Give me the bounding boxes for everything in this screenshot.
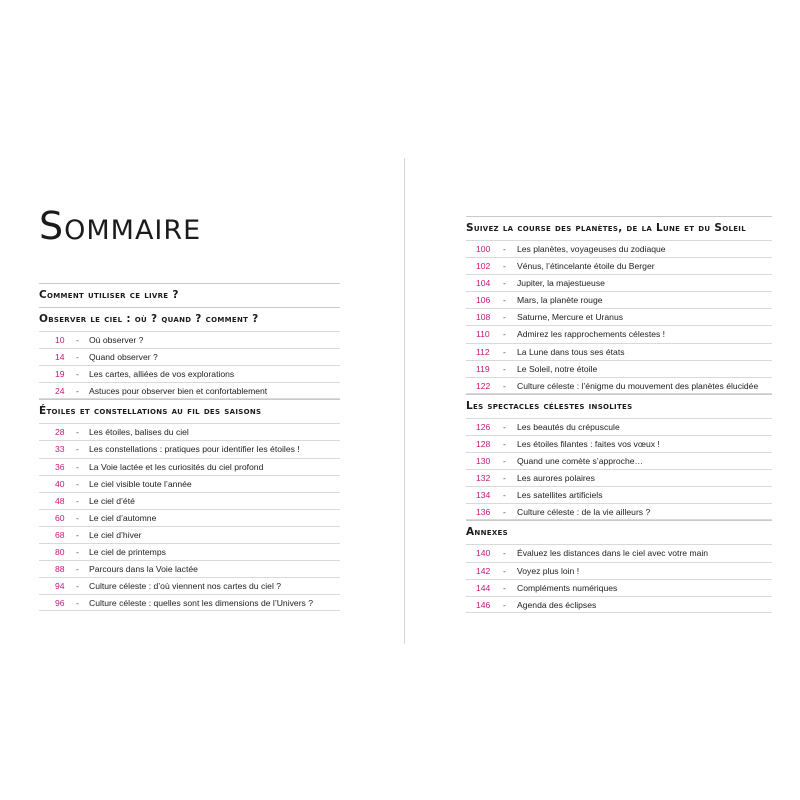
toc-separator: - (503, 363, 506, 374)
toc-entry (466, 343, 772, 360)
toc-entry-label: Agenda des éclipses (517, 599, 597, 610)
toc-entry-label: Jupiter, la majestueuse (517, 278, 605, 289)
toc-separator: - (503, 456, 506, 467)
toc-page-number: 136 (476, 507, 491, 518)
toc-entry-label: Le Soleil, notre étoile (517, 363, 598, 374)
toc-separator: - (503, 346, 506, 357)
section-heading: Comment utiliser ce livre ? (39, 283, 340, 307)
toc-entry (39, 560, 340, 577)
toc-entry-label: Astuces pour observer bien et confortablement (89, 386, 268, 397)
toc-entry-label: Quand observer ? (89, 352, 158, 363)
toc-page-number: 126 (476, 421, 491, 432)
toc-entry (466, 486, 772, 503)
toc-entry (466, 291, 772, 308)
page-title: Sommaire (39, 204, 202, 248)
toc-page-number: 96 (55, 598, 65, 609)
toc-entry-label: Les cartes, alliées de vos explorations (89, 369, 235, 380)
toc-page-number: 68 (55, 529, 65, 540)
toc-separator: - (503, 261, 506, 272)
toc-entry (39, 594, 340, 611)
right-column (466, 216, 772, 613)
toc-entry-label: Les planètes, voyageuses du zodiaque (517, 244, 666, 254)
toc-entry-label: La Lune dans tous ses états (517, 346, 625, 357)
toc-separator: - (76, 495, 79, 506)
section-heading: Suivez la course des planètes, de la Lune et du Soleil (466, 216, 772, 240)
toc-page-number: 146 (476, 599, 491, 610)
toc-entry (39, 543, 340, 560)
toc-separator: - (503, 599, 506, 610)
toc-page-number: 142 (476, 565, 491, 576)
toc-entry-label: Les constellations : pratiques pour identifier les étoiles ! (89, 444, 300, 455)
toc-separator: - (503, 507, 506, 518)
toc-separator: - (76, 369, 79, 380)
left-column (39, 283, 340, 611)
toc-entry-label: La Voie lactée et les curiosités du ciel profond (89, 461, 264, 472)
toc-page-number: 122 (476, 380, 491, 391)
toc-separator: - (76, 564, 79, 575)
toc-page-number: 104 (476, 278, 491, 289)
toc-page-number: 14 (55, 352, 65, 363)
toc-entry-label: Les aurores polaires (517, 473, 595, 484)
toc-page-number: 88 (55, 564, 65, 575)
toc-entry-list (39, 423, 340, 611)
toc-entry (466, 435, 772, 452)
toc-separator: - (503, 244, 506, 254)
toc-page-number: 24 (55, 386, 65, 397)
toc-entry-label: Les étoiles filantes : faites vos vœux ! (517, 438, 660, 449)
toc-separator: - (503, 278, 506, 289)
toc-page-number: 10 (55, 335, 65, 345)
toc-separator: - (503, 582, 506, 593)
toc-separator: - (503, 438, 506, 449)
toc-entry-label: Les satellites artificiels (517, 490, 603, 501)
toc-entry-label: Admirez les rapprochements célestes ! (517, 329, 666, 340)
toc-entry-label: Culture céleste : de la vie ailleurs ? (517, 507, 651, 518)
toc-page-number: 132 (476, 473, 491, 484)
toc-entry-list (466, 240, 772, 394)
toc-page-number: 80 (55, 547, 65, 558)
toc-entry (39, 423, 340, 440)
toc-entry (466, 240, 772, 257)
toc-entry-label: Le ciel de printemps (89, 547, 166, 558)
toc-entry-label: Mars, la planète rouge (517, 295, 603, 306)
toc-entry-label: Où observer ? (89, 335, 144, 345)
toc-entry-label: Vénus, l’étincelante étoile du Berger (517, 261, 655, 272)
toc-entry (466, 257, 772, 274)
toc-separator: - (76, 335, 79, 345)
toc-page-number: 130 (476, 456, 491, 467)
toc-separator: - (503, 421, 506, 432)
toc-entry (466, 360, 772, 377)
toc-entry-label: Compléments numériques (517, 582, 618, 593)
toc-entry (39, 348, 340, 365)
toc-page-number: 112 (476, 346, 490, 357)
section-heading: Observer le ciel : où ? quand ? comment ? (39, 307, 340, 331)
toc-entry-label: Les étoiles, balises du ciel (89, 427, 189, 438)
toc-separator: - (503, 380, 506, 391)
toc-separator: - (76, 581, 79, 592)
toc-entry (466, 325, 772, 342)
toc-separator: - (76, 598, 79, 609)
toc-page-number: 100 (476, 244, 491, 254)
page-gutter (404, 158, 405, 644)
toc-separator: - (76, 547, 79, 558)
toc-separator: - (76, 444, 79, 455)
toc-page-number: 19 (55, 369, 65, 380)
toc-entry (466, 503, 772, 520)
toc-entry (466, 544, 772, 561)
toc-entry (39, 331, 340, 348)
toc-entry-label: Les beautés du crépuscule (517, 421, 620, 432)
toc-page-number: 36 (55, 461, 65, 472)
toc-entry (466, 377, 772, 394)
toc-page-number: 48 (55, 495, 65, 506)
section-heading: Annexes (466, 520, 772, 544)
toc-separator: - (76, 461, 79, 472)
toc-entry-label: Culture céleste : quelles sont les dimensions de l’Univers ? (89, 598, 314, 609)
toc-entry-list (466, 418, 772, 521)
toc-separator: - (503, 295, 506, 306)
toc-separator: - (76, 512, 79, 523)
toc-separator: - (76, 529, 79, 540)
toc-entry (39, 382, 340, 399)
toc-entry-label: Culture céleste : d’où viennent nos cartes du ciel ? (89, 581, 282, 592)
toc-separator: - (76, 478, 79, 489)
toc-entry (466, 596, 772, 613)
toc-entry-label: Le ciel d’hiver (89, 529, 142, 540)
toc-entry-label: Le ciel d’été (89, 495, 135, 506)
toc-entry (466, 469, 772, 486)
toc-page-number: 110 (476, 329, 490, 340)
toc-page-number: 28 (55, 427, 65, 438)
toc-separator: - (503, 329, 506, 340)
toc-page-number: 33 (55, 444, 65, 455)
section-heading: Les spectacles célestes insolites (466, 394, 772, 418)
toc-entry-label: Quand une comète s’approche… (517, 456, 644, 467)
toc-entry-label: Parcours dans la Voie lactée (89, 564, 198, 575)
toc-separator: - (503, 565, 506, 576)
toc-page-number: 134 (476, 490, 491, 501)
toc-entry (466, 308, 772, 325)
toc-entry (39, 526, 340, 543)
toc-separator: - (76, 386, 79, 397)
toc-entry-label: Le ciel visible toute l’année (89, 478, 192, 489)
toc-entry-label: Voyez plus loin ! (517, 565, 580, 576)
toc-entry (39, 440, 340, 457)
toc-page-number: 108 (476, 312, 491, 323)
toc-page-number: 119 (476, 363, 490, 374)
toc-entry (466, 562, 772, 579)
toc-page-number: 40 (55, 478, 65, 489)
toc-entry (39, 509, 340, 526)
toc-page-number: 60 (55, 512, 65, 523)
toc-separator: - (76, 352, 79, 363)
toc-page-number: 106 (476, 295, 491, 306)
toc-separator: - (503, 548, 506, 559)
toc-entry (466, 418, 772, 435)
toc-entry (466, 452, 772, 469)
toc-entry-list (466, 544, 772, 612)
toc-entry-label: Le ciel d’automne (89, 512, 157, 523)
toc-entry-list (39, 331, 340, 399)
section-heading: Étoiles et constellations au fil des saisons (39, 399, 340, 423)
toc-separator: - (503, 312, 506, 323)
toc-page-number: 94 (55, 581, 65, 592)
toc-page-number: 128 (476, 438, 491, 449)
toc-entry-label: Saturne, Mercure et Uranus (517, 312, 624, 323)
toc-entry-label: Culture céleste : l’énigme du mouvement des planètes élucidée (517, 380, 759, 391)
toc-entry (39, 458, 340, 475)
toc-page-number: 140 (476, 548, 491, 559)
toc-entry-label: Évaluez les distances dans le ciel avec votre main (517, 548, 709, 559)
toc-entry (39, 577, 340, 594)
toc-entry (39, 475, 340, 492)
toc-page-number: 102 (476, 261, 491, 272)
toc-page-number: 144 (476, 582, 491, 593)
toc-entry (466, 274, 772, 291)
toc-separator: - (503, 490, 506, 501)
toc-entry (39, 492, 340, 509)
toc-entry (466, 579, 772, 596)
toc-entry (39, 365, 340, 382)
toc-separator: - (76, 427, 79, 438)
toc-separator: - (503, 473, 506, 484)
